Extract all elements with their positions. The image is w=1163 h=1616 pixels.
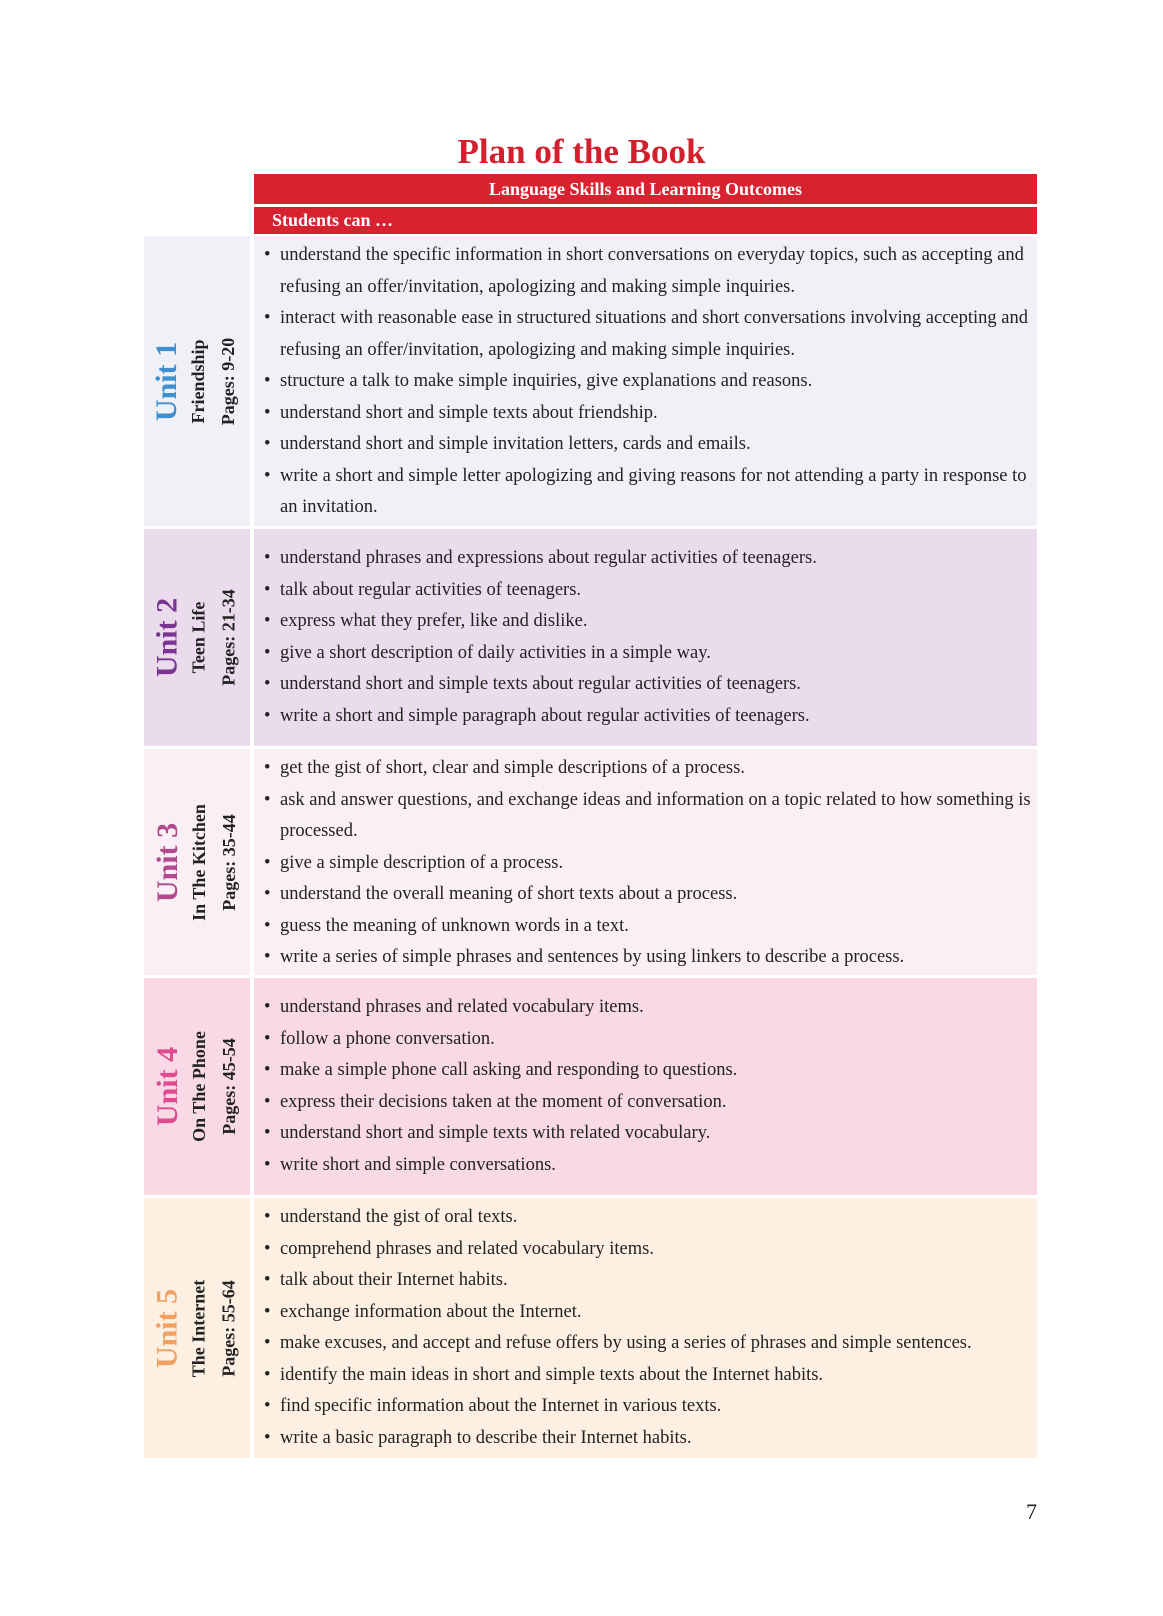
outcomes-cell	[254, 236, 1037, 526]
unit-pages: Pages: 21-34	[218, 589, 239, 686]
outcome-item: • make a simple phone call asking and responding to questions.	[262, 1055, 1037, 1087]
outcome-item: • talk about their Internet habits.	[262, 1265, 1037, 1297]
unit-number: Unit 2	[150, 597, 184, 678]
outcome-item: • write a short and simple paragraph about regular activities of teenagers.	[262, 701, 1037, 733]
outcome-item: • make excuses, and accept and refuse offers by using a series of phrases and simple sentences.	[262, 1328, 1037, 1360]
unit-name: On The Phone	[188, 1031, 209, 1142]
outcome-item: • understand the overall meaning of short texts about a process.	[262, 879, 1037, 911]
outcome-item: • express what they prefer, like and dislike.	[262, 606, 1037, 638]
unit-label-cell	[144, 749, 250, 975]
page-number: 7	[1026, 1499, 1037, 1524]
outcome-item: • ask and answer questions, and exchange ideas and information on a topic related to how something is processed.	[262, 785, 1037, 848]
outcomes-cell	[254, 529, 1037, 746]
outcome-item: • talk about regular activities of teenagers.	[262, 575, 1037, 607]
outcome-item: • understand short and simple texts about friendship.	[262, 398, 1037, 430]
unit-pages: Pages: 45-54	[218, 1038, 239, 1135]
outcome-item: • comprehend phrases and related vocabulary items.	[262, 1234, 1037, 1266]
outcome-item: • structure a talk to make simple inquiries, give explanations and reasons.	[262, 366, 1037, 398]
outcomes-list	[262, 543, 1037, 732]
unit-number: Unit 5	[150, 1288, 184, 1368]
outcome-item: • give a short description of daily activities in a simple way.	[262, 638, 1037, 670]
outcome-item: • interact with reasonable ease in structured situations and short conversations involving accepting and refusing an offer/invitation, apologizing and making simple inquiries.	[262, 303, 1037, 366]
unit-name: The Internet	[188, 1279, 209, 1377]
unit-row	[144, 529, 1037, 746]
outcome-item: • write a basic paragraph to describe their Internet habits.	[262, 1423, 1037, 1455]
page-title: Plan of the Book	[457, 132, 706, 171]
outcome-item: • guess the meaning of unknown words in a text.	[262, 911, 1037, 943]
outcome-item: • understand the specific information in short conversations on everyday topics, such as accepting and refusing an offer/invitation, apologizing and making simple inquiries.	[262, 240, 1037, 303]
unit-number: Unit 3	[150, 822, 184, 902]
outcome-item: • express their decisions taken at the moment of conversation.	[262, 1087, 1037, 1119]
unit-label-cell	[144, 978, 250, 1195]
unit-row	[144, 749, 1037, 975]
outcomes-list	[262, 753, 1037, 974]
outcome-item: • identify the main ideas in short and simple texts about the Internet habits.	[262, 1360, 1037, 1392]
unit-label-cell	[144, 236, 250, 526]
unit-row	[144, 236, 1037, 526]
outcome-item: • understand the gist of oral texts.	[262, 1202, 1037, 1234]
outcome-item: • understand phrases and expressions about regular activities of teenagers.	[262, 543, 1037, 575]
unit-name: Teen Life	[188, 601, 209, 674]
outcome-item: • understand short and simple texts about regular activities of teenagers.	[262, 669, 1037, 701]
outcomes-cell	[254, 978, 1037, 1195]
outcome-item: • give a simple description of a process.	[262, 848, 1037, 880]
unit-pages: Pages: 35-44	[218, 813, 239, 911]
unit-number: Unit 1	[150, 341, 184, 421]
outcome-item: • write a series of simple phrases and sentences by using linkers to describe a process.	[262, 942, 1037, 974]
outcome-item: • understand short and simple invitation letters, cards and emails.	[262, 429, 1037, 461]
outcomes-list	[262, 1202, 1037, 1454]
unit-pages: Pages: 9-20	[218, 337, 239, 425]
outcome-item: • understand short and simple texts with related vocabulary.	[262, 1118, 1037, 1150]
unit-row	[144, 978, 1037, 1195]
unit-row	[144, 1198, 1037, 1458]
outcomes-list	[262, 240, 1037, 524]
outcomes-cell	[254, 1198, 1037, 1458]
unit-number: Unit 4	[150, 1046, 184, 1127]
unit-name: In The Kitchen	[188, 803, 209, 921]
unit-label-cell	[144, 1198, 250, 1458]
outcome-item: • find specific information about the Internet in various texts.	[262, 1391, 1037, 1423]
outcome-item: • understand phrases and related vocabulary items.	[262, 992, 1037, 1024]
outcome-item: • write short and simple conversations.	[262, 1150, 1037, 1182]
outcomes-cell	[254, 749, 1037, 975]
section-header: Language Skills and Learning Outcomes	[254, 174, 1037, 204]
unit-label-cell	[144, 529, 250, 746]
outcomes-list	[262, 992, 1037, 1181]
outcome-item: • get the gist of short, clear and simple descriptions of a process.	[262, 753, 1037, 785]
outcome-item: • write a short and simple letter apologizing and giving reasons for not attending a party in response to an invitation.	[262, 461, 1037, 524]
outcome-item: • follow a phone conversation.	[262, 1024, 1037, 1056]
unit-pages: Pages: 55-64	[218, 1279, 239, 1377]
students-can-header: Students can …	[254, 207, 1037, 234]
unit-name: Friendship	[188, 338, 209, 424]
outcome-item: • exchange information about the Internet.	[262, 1297, 1037, 1329]
